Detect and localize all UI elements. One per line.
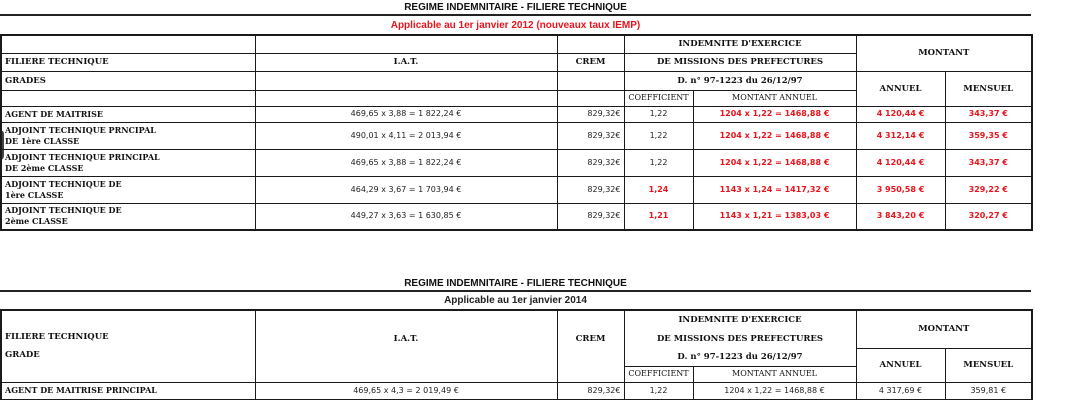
table-row: [1, 122, 1032, 149]
grade-class: 1ère CLASSE: [5, 189, 64, 200]
section-title: REGIME INDEMNITAIRE - FILIERE TECHNIQUE: [404, 2, 627, 13]
grade-class: 2ème CLASSE: [5, 216, 68, 227]
header-montant-annuel: MONTANT ANNUEL: [693, 366, 856, 382]
mensuel-cell: 343,37 €: [945, 106, 1032, 122]
grade-name: ADJOINT TECHNIQUE DE: [5, 178, 122, 189]
iat-cell: 449,27 x 3,63 = 1 630,85 €: [255, 203, 557, 230]
title-rule: [0, 14, 1031, 16]
header-coefficient: COEFFICIENT: [624, 90, 693, 106]
coefficient-cell: 1,22: [624, 106, 693, 122]
header-grade: GRADE: [5, 350, 40, 361]
header-montant-annuel: MONTANT ANNUEL: [693, 90, 856, 106]
indemnity-table-2012: [0, 34, 1033, 231]
header-mensuel: MENSUEL: [945, 71, 1032, 106]
iat-cell: 469,65 x 3,88 = 1 822,24 €: [255, 106, 557, 122]
montant-annuel-cell: 1204 x 1,22 = 1468,88 €: [693, 382, 856, 399]
header-iemp-line1: INDEMNITE D'EXERCICE: [624, 310, 856, 329]
montant-annuel-cell: 1204 x 1,22 = 1468,88 €: [693, 106, 856, 122]
header-grades: GRADES: [1, 71, 255, 90]
header-iat: I.A.T.: [255, 310, 557, 382]
annuel-cell: 4 312,14 €: [856, 122, 945, 149]
header-annuel: ANNUEL: [856, 348, 945, 382]
header-iemp-line3: D. n° 97-1223 du 26/12/97: [624, 71, 856, 90]
header-empty: [255, 71, 557, 90]
header-filiere-grade: [1, 310, 255, 382]
table-row: [1, 106, 1032, 122]
table-row: [1, 382, 1032, 399]
table-row: [1, 176, 1032, 203]
indemnity-table-2014: [0, 309, 1033, 400]
grade-cell: [1, 106, 255, 122]
header-empty: [557, 35, 624, 53]
montant-annuel-cell: 1204 x 1,22 = 1468,88 €: [693, 149, 856, 176]
coefficient-cell: 1,22: [624, 149, 693, 176]
coefficient-cell: 1,24: [624, 176, 693, 203]
header-filiere: FILIERE TECHNIQUE: [1, 53, 255, 71]
table-row: [1, 149, 1032, 176]
annuel-cell: 4 317,69 €: [856, 382, 945, 399]
crem-cell: 829,32€: [557, 106, 624, 122]
annuel-cell: 3 950,58 €: [856, 176, 945, 203]
montant-annuel-cell: 1204 x 1,22 = 1468,88 €: [693, 122, 856, 149]
annuel-cell: 4 120,44 €: [856, 149, 945, 176]
montant-annuel-cell: 1143 x 1,21 = 1383,03 €: [693, 203, 856, 230]
section-2012: [0, 2, 1031, 231]
grade-cell: AGENT DE MAITRISE PRINCIPAL: [1, 382, 255, 399]
section-2014: [0, 278, 1031, 400]
header-iemp-line2: DE MISSIONS DES PREFECTURES: [624, 329, 856, 348]
header-crem: CREM: [557, 53, 624, 71]
header-montant: MONTANT: [856, 35, 1032, 71]
grade-cell: [1, 203, 255, 230]
header-coefficient: COEFFICIENT: [624, 366, 693, 382]
iat-cell: 490,01 x 4,11 = 2 013,94 €: [255, 122, 557, 149]
mensuel-cell: 359,35 €: [945, 122, 1032, 149]
table-row: [1, 203, 1032, 230]
grade-cell: [1, 149, 255, 176]
header-iemp-line2: DE MISSIONS DES PREFECTURES: [624, 53, 856, 71]
iat-cell: 469,65 x 4,3 = 2 019,49 €: [255, 382, 557, 399]
grade-class: DE 1ère CLASSE: [5, 135, 80, 146]
section-title: REGIME INDEMNITAIRE - FILIERE TECHNIQUE: [404, 278, 627, 289]
grade-name: ADJOINT TECHNIQUE PRNCIPAL: [5, 124, 156, 135]
grade-name: ADJOINT TECHNIQUE PRINCIPAL: [5, 151, 160, 162]
mensuel-cell: 329,22 €: [945, 176, 1032, 203]
crem-cell: 829,32€: [557, 203, 624, 230]
header-empty: [255, 35, 557, 53]
section-subtitle: Applicable au 1er janvier 2014: [444, 295, 587, 306]
header-empty: [1, 35, 255, 53]
coefficient-cell: 1,22: [624, 122, 693, 149]
annuel-cell: 4 120,44 €: [856, 106, 945, 122]
header-empty: [557, 90, 624, 106]
grade-name: AGENT DE MAITRISE: [5, 108, 104, 119]
montant-annuel-cell: 1143 x 1,24 = 1417,32 €: [693, 176, 856, 203]
header-iemp-line3: D. n° 97-1223 du 26/12/97: [624, 348, 856, 366]
coefficient-cell: 1,21: [624, 203, 693, 230]
header-filiere: FILIERE TECHNIQUE: [5, 332, 109, 343]
section-subtitle: Applicable au 1er janvier 2012 (nouveaux taux IEMP): [390, 20, 641, 31]
header-iemp-line1: INDEMNITE D'EXERCICE: [624, 35, 856, 53]
header-iat: I.A.T.: [255, 53, 557, 71]
mensuel-cell: 359,81 €: [945, 382, 1032, 399]
header-mensuel: MENSUEL: [945, 348, 1032, 382]
iat-cell: 464,29 x 3,67 = 1 703,94 €: [255, 176, 557, 203]
annuel-cell: 3 843,20 €: [856, 203, 945, 230]
coefficient-cell: 1,22: [624, 382, 693, 399]
grade-cell: [1, 122, 255, 149]
header-empty: [557, 71, 624, 90]
grade-class: DE 2ème CLASSE: [5, 162, 84, 173]
header-crem: CREM: [557, 310, 624, 382]
header-annuel: ANNUEL: [856, 71, 945, 106]
iat-cell: 469,65 x 3,88 = 1 822,24 €: [255, 149, 557, 176]
grade-name: ADJOINT TECHNIQUE DE: [5, 205, 122, 216]
crem-cell: 829,32€: [557, 122, 624, 149]
grade-cell: [1, 176, 255, 203]
mensuel-cell: 343,37 €: [945, 149, 1032, 176]
title-rule: [0, 290, 1031, 292]
crem-cell: 829,32€: [557, 176, 624, 203]
header-empty: [255, 90, 557, 106]
mensuel-cell: 320,27 €: [945, 203, 1032, 230]
header-empty: [1, 90, 255, 106]
crem-cell: 829,32€: [557, 149, 624, 176]
crem-cell: 829,32€: [557, 382, 624, 399]
header-montant: MONTANT: [856, 310, 1032, 348]
